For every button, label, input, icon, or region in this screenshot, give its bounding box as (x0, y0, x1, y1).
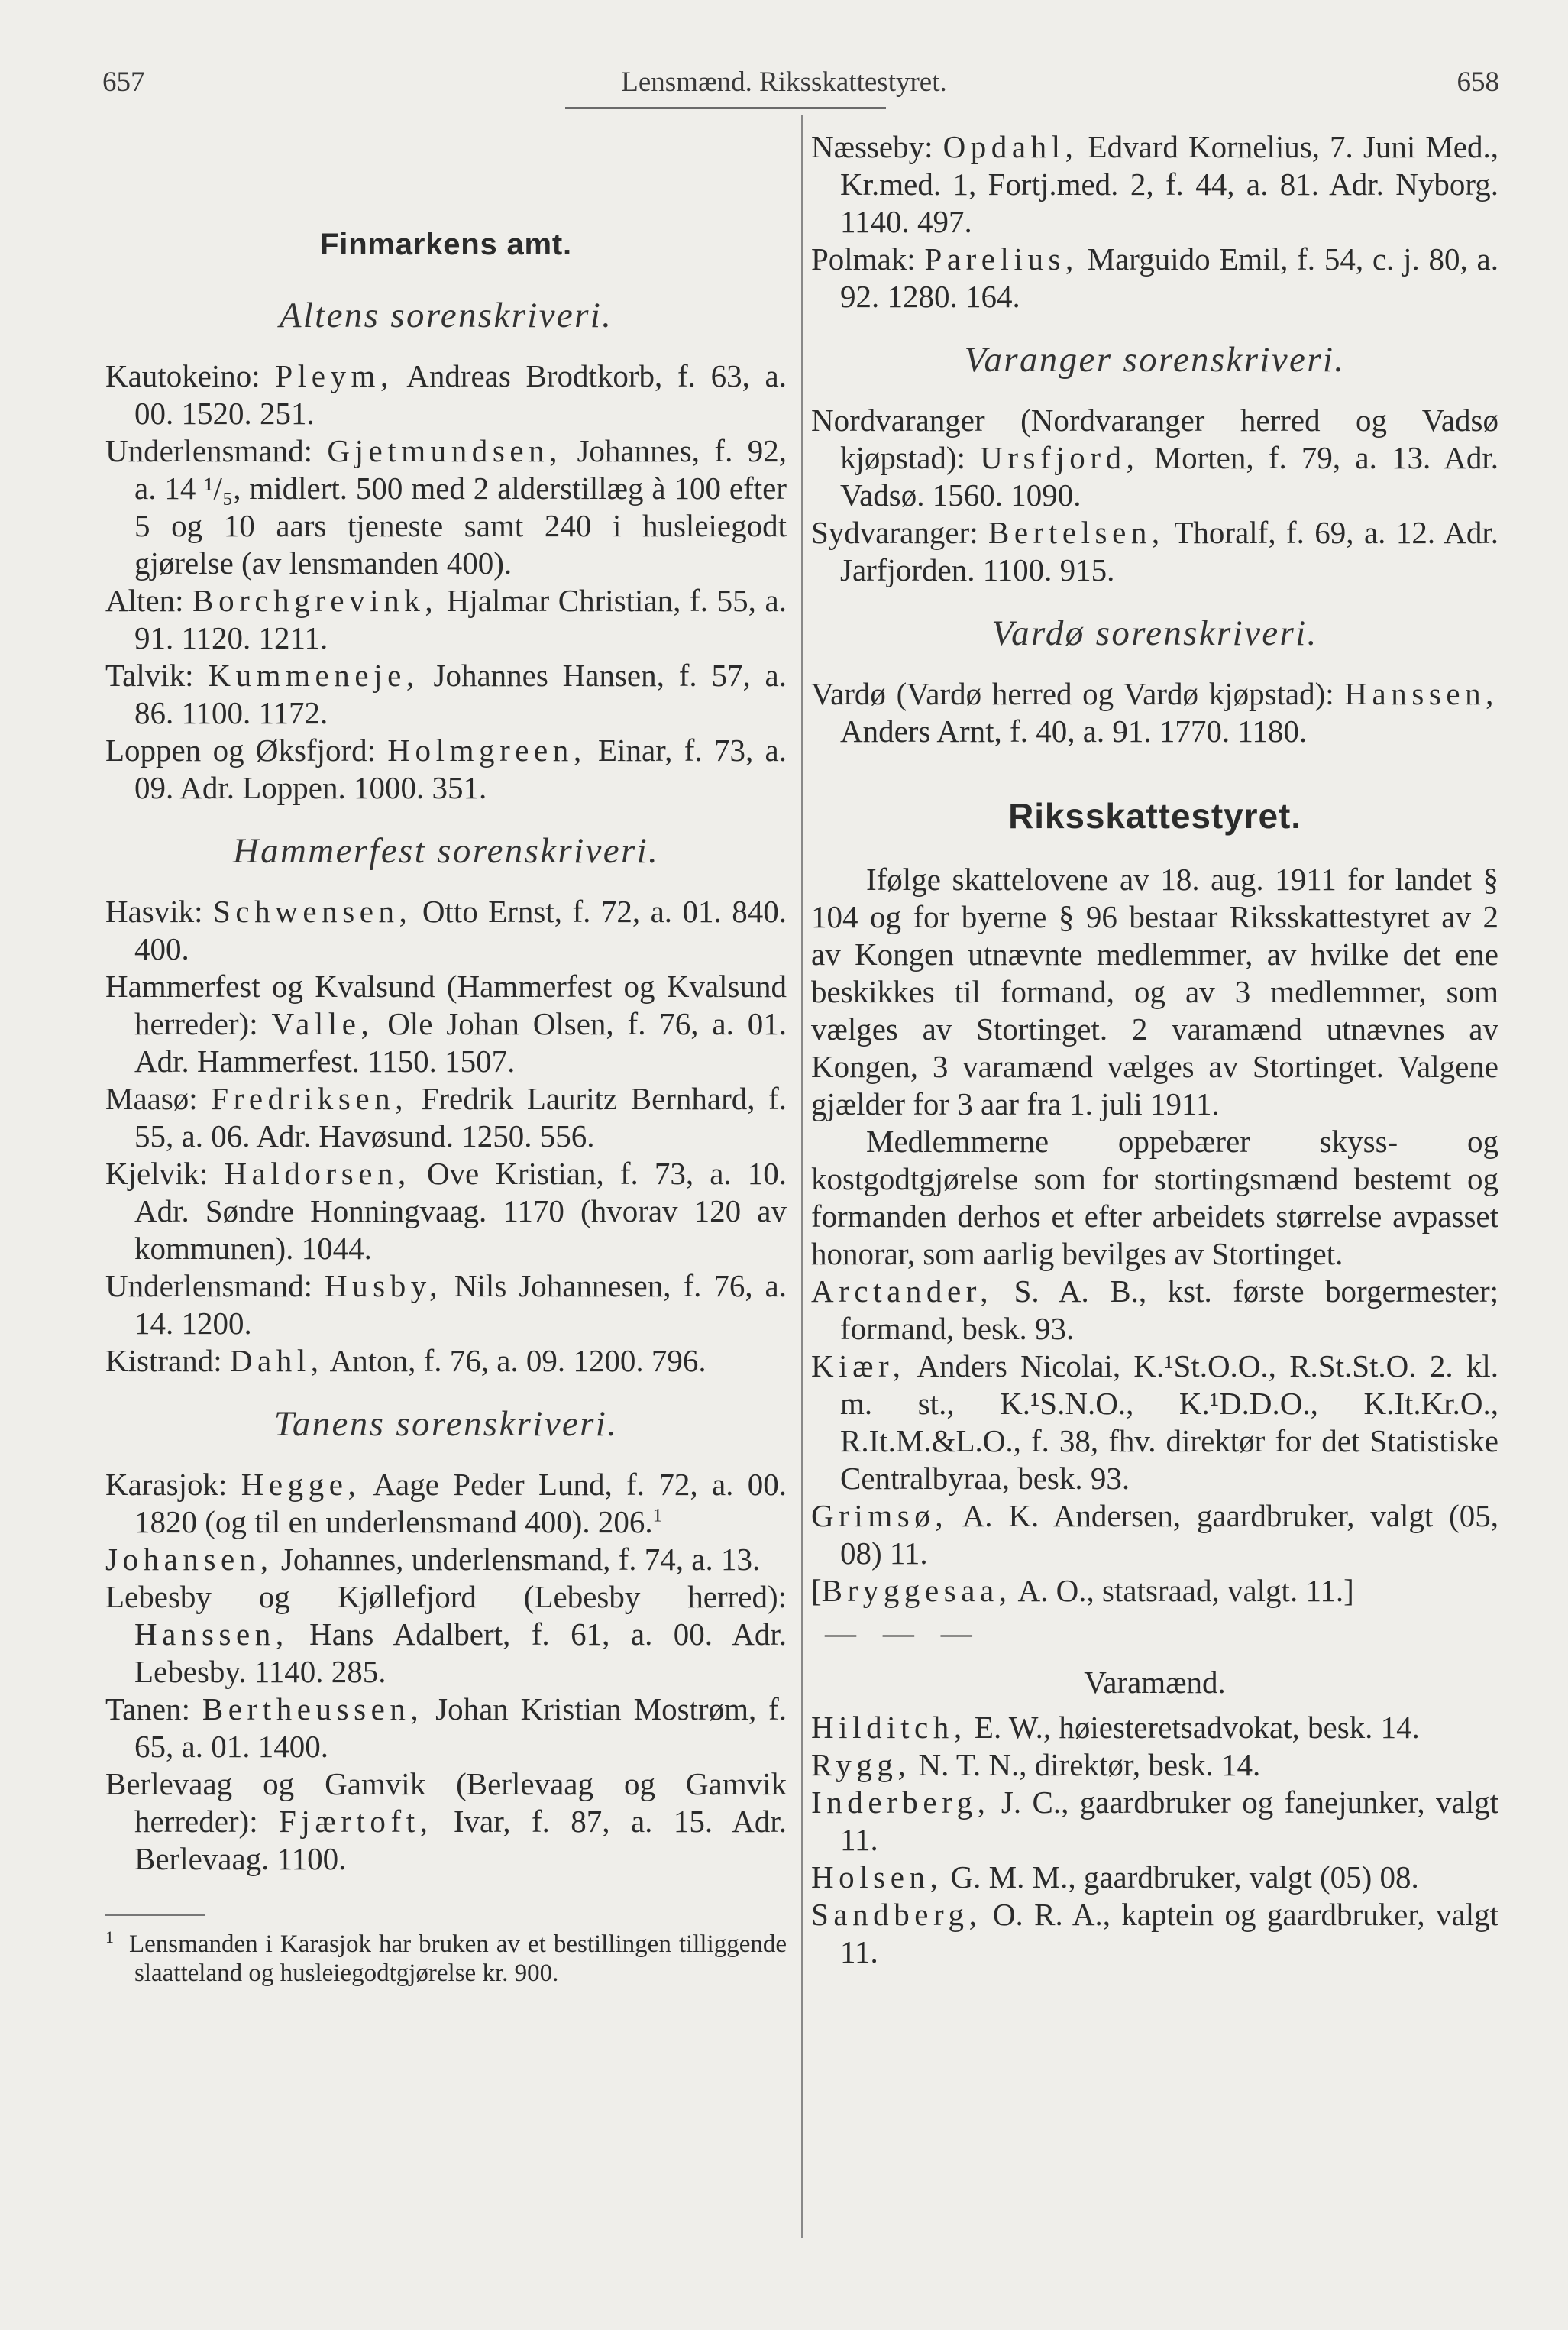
entry-name: Inderberg, (811, 1785, 991, 1820)
entry-district: Polmak: (811, 241, 925, 277)
entry (105, 1691, 787, 1765)
entry-name: Opdahl, (942, 129, 1078, 164)
entry-details: Anders Arnt, f. 40, a. 91. 1770. 1180. (840, 714, 1308, 749)
entry-details: Johannes, f. 92, a. 14 ¹/₅, midlert. 500 med 2 alderstillæg à 100 efter 5 og 10 aars tjeneste samt 240 i husleiegodt gjørelse (av lensmanden 400). (134, 433, 787, 581)
dash-separator: — — — (825, 1615, 981, 1650)
varamaend-list (811, 1709, 1498, 1971)
entry-district: Berlevaag og Gamvik (Berlevaag og Gamvik herreder): (105, 1766, 787, 1839)
entry-name: Grimsø, (811, 1498, 949, 1533)
entry-name: Dahl, (229, 1343, 324, 1378)
entry (105, 732, 787, 807)
entry-details: Fredrik Lauritz Bernhard, f. 55, a. 06. Adr. Havøsund. 1250. 556. (134, 1081, 787, 1154)
entry-details: Johannes, underlensmand, f. 74, a. 13. (273, 1542, 761, 1577)
entry-district: Maasø: (105, 1081, 212, 1116)
entry-name: Ursfjord, (980, 440, 1140, 475)
entry-district: Kjelvik: (105, 1156, 225, 1191)
entry-name: Fredriksen, (211, 1081, 409, 1116)
entry-district: Tanen: (105, 1691, 202, 1726)
entry-details: A. K. Andersen, gaardbruker, valgt (05, 08) 11. (840, 1498, 1498, 1571)
entry-details: Thoralf, f. 69, a. 12. Adr. Jarfjorden. 1100. 915. (840, 515, 1498, 587)
entry (811, 675, 1498, 750)
members-list (811, 1273, 1498, 1610)
left-column (105, 128, 787, 1988)
entry (105, 358, 787, 432)
entry-details: Einar, f. 73, a. 09. Adr. Loppen. 1000. 351. (134, 733, 787, 805)
entry-name: Hegge, (241, 1467, 361, 1502)
entry-details: Otto Ernst, f. 72, a. 01. 840. 400. (134, 894, 787, 966)
entry-district: Hasvik: (105, 894, 214, 929)
left-sections (105, 297, 787, 1878)
header-rule (565, 107, 886, 109)
entry-name: Holmgreen, (387, 733, 587, 768)
entry-district: Hammerfest og Kvalsund (Hammerfest og Kvalsund herreder): (105, 969, 787, 1041)
section-heading: Tanens sorenskriveri. (273, 1404, 619, 1444)
entry-district: [ (811, 1573, 822, 1608)
entry-name: Kummeneje, (208, 658, 419, 693)
entry-district: Kistrand: (105, 1343, 230, 1378)
entry-details: E. W., høiesteretsadvokat, besk. 14. (966, 1710, 1420, 1745)
entry (811, 1273, 1498, 1348)
riks-paragraph-1: Ifølge skattelovene av 18. aug. 1911 for landet § 104 og for byerne § 96 bestaar Riksskattestyret av 2 av Kongen utnævnte medlemmer, av hvilke det ene beskikkes til formand, og av 3 medlemmer, som vælges av Stortinget. 2 varamænd utnævnes av Kongen, 3 varamænd vælges av Stortinget. Valgene gjælder for 3 aar fra 1. juli 1911. (811, 862, 1498, 1121)
entry (811, 1896, 1498, 1971)
entry (811, 1746, 1498, 1784)
entry-district: Kautokeino: (105, 358, 276, 393)
riks-paragraph-2: Medlemmerne oppebærer skyss- og kostgodtgjørelse som for stortingsmænd bestemt og formanden derhos et efter arbeidets størrelse avpasset honorar, som aarlig bevilges av Stortinget. (811, 1124, 1498, 1271)
entry-name: Schwensen, (213, 894, 412, 929)
entry-details: Edvard Kornelius, 7. Juni Med., Kr.med. 1, Fortj.med. 2, f. 44, a. 81. Adr. Nyborg. 1140. 497. (840, 129, 1498, 239)
section-heading: Vardø sorenskriveri. (991, 613, 1318, 653)
entry-details: Morten, f. 79, a. 13. Adr. Vadsø. 1560. 1090. (840, 440, 1498, 513)
entry (105, 1765, 787, 1878)
entry (105, 582, 787, 657)
entry-details: S. A. B., kst. første borgermester; formand, besk. 93. (840, 1273, 1498, 1346)
entry-details: Johan Kristian Mostrøm, f. 65, a. 01. 1400. (134, 1691, 787, 1764)
entry (105, 1155, 787, 1267)
entry-name: Valle, (271, 1006, 374, 1041)
entry-details: Anton, f. 76, a. 09. 1200. 796. (323, 1343, 706, 1378)
entry-details: Ove Kristian, f. 73, a. 10. Adr. Søndre Honningvaag. 1170 (hvorav 120 av kommunen). 1044. (134, 1156, 787, 1266)
left-page-number: 657 (102, 66, 145, 98)
entry-district: Nordvaranger (Nordvaranger herred og Vadsø kjøpstad): (811, 403, 1498, 475)
entry (105, 968, 787, 1080)
entry-details: Hans Adalbert, f. 61, a. 00. Adr. Lebesby. 1140. 285. (134, 1616, 787, 1689)
entry-details: G. M. M., gaardbruker, valgt (05) 08. (942, 1859, 1419, 1895)
entry-name: Bertheussen, (202, 1691, 424, 1726)
entry (811, 514, 1498, 589)
entry (811, 241, 1498, 316)
entry (105, 893, 787, 968)
entry-details: J. C., gaardbruker og fanejunker, valgt 11. (840, 1785, 1498, 1857)
section-heading: Altens sorenskriveri. (279, 296, 613, 335)
entry-name: Arctander, (811, 1273, 994, 1309)
entry-name: Holsen, (811, 1859, 943, 1895)
entry-details: Johannes Hansen, f. 57, a. 86. 1100. 1172. (134, 658, 787, 730)
entry (105, 1541, 787, 1578)
entry-district: Lebesby og Kjøllefjord (Lebesby herred): (105, 1579, 787, 1614)
entry (811, 402, 1498, 514)
entry-details: O. R. A., kaptein og gaardbruker, valgt 11. (840, 1897, 1498, 1969)
section-heading: Varanger sorenskriveri. (964, 340, 1346, 380)
entry (105, 1267, 787, 1342)
entry (105, 1578, 787, 1691)
section-heading: Hammerfest sorenskriveri. (232, 831, 660, 871)
footnote-mark: 1 (105, 1927, 114, 1947)
entry-district: Karasjok: (105, 1467, 241, 1502)
entry-name: Bertelsen, (988, 515, 1165, 550)
entry-details: Andreas Brodtkorb, f. 63, a. 00. 1520. 251. (134, 358, 787, 431)
entry (811, 1497, 1498, 1572)
running-header-title: Lensmænd. Riksskattestyret. (621, 66, 947, 98)
entry-name: Bryggesaa, (821, 1573, 1012, 1608)
entry-details: A. O., statsraad, valgt. 11.] (1011, 1573, 1354, 1608)
entry (105, 432, 787, 582)
footnote (105, 1927, 787, 1988)
entry-district: Underlensmand: (105, 433, 328, 468)
entry-details: N. T. N., direktør, besk. 14. (910, 1747, 1261, 1782)
entry (811, 1348, 1498, 1497)
entry (105, 1080, 787, 1155)
entry-name: Parelius, (924, 241, 1078, 277)
entry (811, 1859, 1498, 1896)
varamaend-heading: Varamænd. (1084, 1665, 1226, 1700)
entry (105, 1342, 787, 1380)
entry-details: Ole Johan Olsen, f. 76, a. 01. Adr. Hammerfest. 1150. 1507. (134, 1006, 787, 1079)
entry-name: Sandberg, (811, 1897, 982, 1932)
footnote-rule (105, 1914, 205, 1916)
entry-name: Kiær, (811, 1348, 906, 1383)
entry-name: Haldorsen, (224, 1156, 411, 1191)
entry-details: Ivar, f. 87, a. 15. Adr. Berlevaag. 1100. (134, 1804, 787, 1876)
entry (105, 657, 787, 732)
entry-district: Vardø (Vardø herred og Vardø kjøpstad): (811, 676, 1345, 711)
entry-district: Talvik: (105, 658, 209, 693)
entry-district: Loppen og Øksfjord: (105, 733, 388, 768)
entry-details: Anders Nicolai, K.¹St.O.O., R.St.St.O. 2. kl. m. st., K.¹S.N.O., K.¹D.D.O., K.It.Kr.O., R.It.M.&L.O., f. 38, fhv. direktør for det Statistiske Centralbyraa, besk. 93. (840, 1348, 1498, 1496)
right-column (811, 128, 1498, 1971)
entry-details: Marguido Emil, f. 54, c. j. 80, a. 92. 1280. 164. (840, 241, 1498, 314)
entry-district: Sydvaranger: (811, 515, 989, 550)
entry (811, 1572, 1498, 1610)
entry-details: Nils Johannesen, f. 76, a. 14. 1200. (134, 1268, 787, 1341)
footnote-text: Lensmanden i Karasjok har bruken av et bestillingen tilliggende slaatteland og husleiegodtgjørelse kr. 900. (129, 1930, 787, 1987)
entry (811, 1784, 1498, 1859)
entry-details: Aage Peder Lund, f. 72, a. 00. 1820 (og til en underlensmand 400). 206. (134, 1467, 787, 1539)
entry-name: Husby, (324, 1268, 442, 1303)
entry (105, 1466, 787, 1541)
right-page-number: 658 (1456, 66, 1499, 98)
entry-district: Næsseby: (811, 129, 943, 164)
entry-name: Rygg, (811, 1747, 911, 1782)
riksskattestyret-heading: Riksskattestyret. (1008, 796, 1301, 836)
county-heading: Finmarkens amt. (320, 228, 572, 261)
entry (811, 128, 1498, 241)
entry-name: Gjetmundsen, (327, 433, 563, 468)
entry-name: Hanssen, (1344, 676, 1498, 711)
entry (811, 1709, 1498, 1746)
entry-name: Pleym, (275, 358, 393, 393)
entry-name: Johansen, (105, 1542, 273, 1577)
entry-district: Underlensmand: (105, 1268, 325, 1303)
entry-name: Hilditch, (811, 1710, 967, 1745)
entry-details: Hjalmar Christian, f. 55, a. 91. 1120. 1211. (134, 583, 787, 655)
entry-district: Alten: (105, 583, 193, 618)
entry-name: Borchgrevink, (192, 583, 438, 618)
column-divider (801, 115, 803, 2238)
entry-name: Fjærtoft, (279, 1804, 433, 1839)
footnote-ref: 1 (652, 1505, 663, 1526)
entry-name: Hanssen, (134, 1616, 289, 1652)
right-sections (811, 128, 1498, 750)
